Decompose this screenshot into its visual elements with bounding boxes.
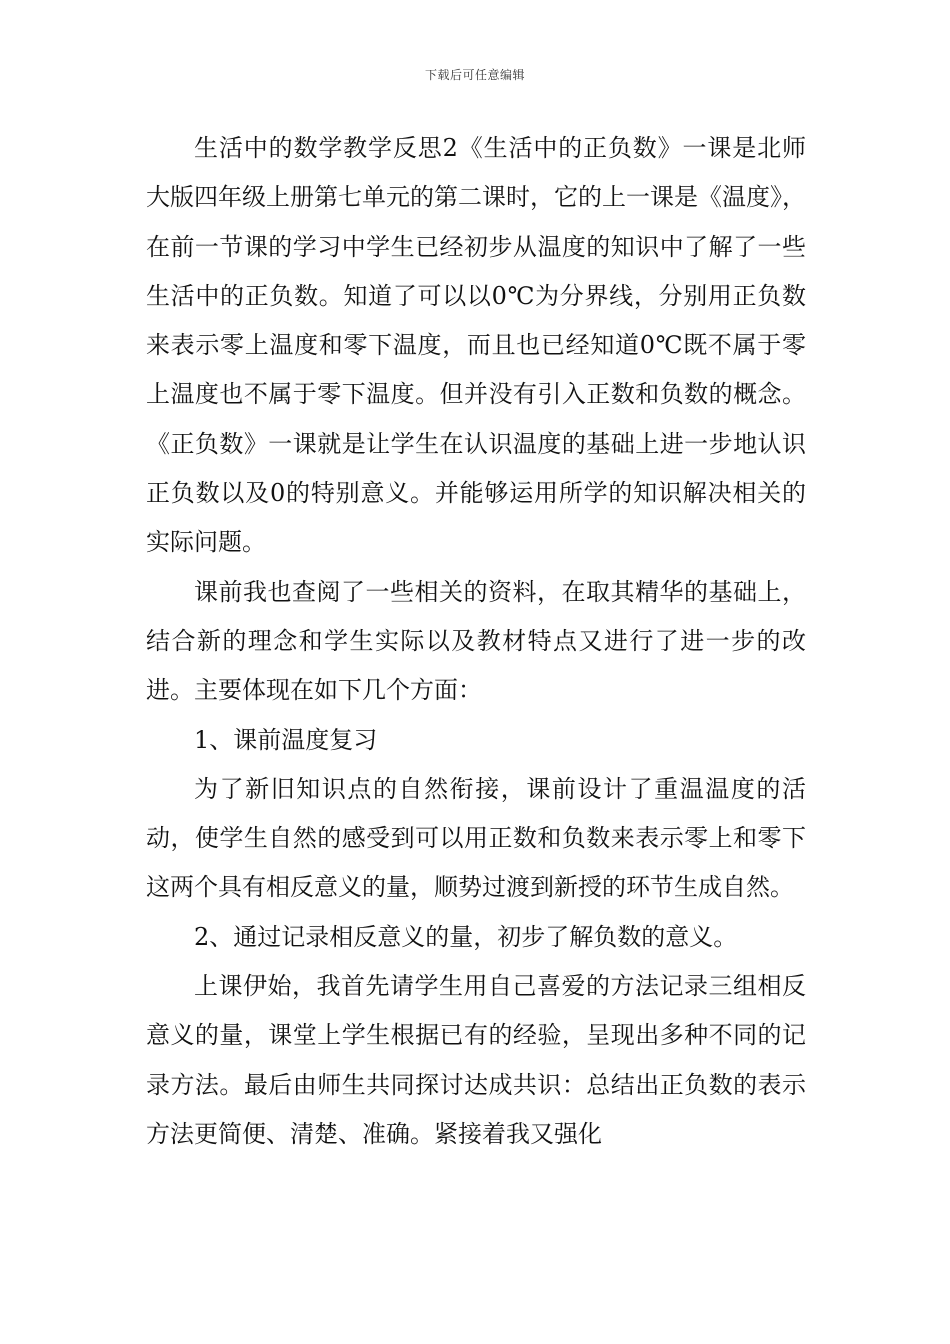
section-heading-2: 2、通过记录相反意义的量，初步了解负数的意义。 <box>194 922 738 951</box>
section-heading-1: 1、课前温度复习 <box>194 725 378 754</box>
paragraph-section-1: 为了新旧知识点的自然衔接，课前设计了重温温度的活动，使学生自然的感受到可以用正数和负数来表示零上和零下这两个具有相反意义的量，顺势过渡到新授的环节生成自然。 <box>146 774 806 902</box>
paragraph-preparation: 课前我也查阅了一些相关的资料，在取其精华的基础上，结合新的理念和学生实际以及教材特点又进行了进一步的改进。主要体现在如下几个方面： <box>146 577 806 705</box>
document-body <box>146 124 806 1159</box>
page-header-note: 下载后可任意编辑 <box>424 68 525 82</box>
paragraph-intro: 生活中的数学教学反思2《生活中的正负数》一课是北师大版四年级上册第七单元的第二课时，它的上一课是《温度》，在前一节课的学习中学生已经初步从温度的知识中了解了一些生活中的正负数。知道了可以以0℃为分界线，分别用正负数来表示零上温度和零下温度，而且也已经知道0℃既不属于零上温度也不属于零下温度。但并没有引入正数和负数的概念。《正负数》一课就是让学生在认识温度的基础上进一步地认识正负数以及0的特别意义。并能够运用所学的知识解决相关的实际问题。 <box>146 134 806 557</box>
paragraph-section-2: 上课伊始，我首先请学生用自己喜爱的方法记录三组相反意义的量，课堂上学生根据已有的经验，呈现出多种不同的记录方法。最后由师生共同探讨达成共识：总结出正负数的表示方法更简便、清楚、准确。紧接着我又强化 <box>146 972 806 1148</box>
